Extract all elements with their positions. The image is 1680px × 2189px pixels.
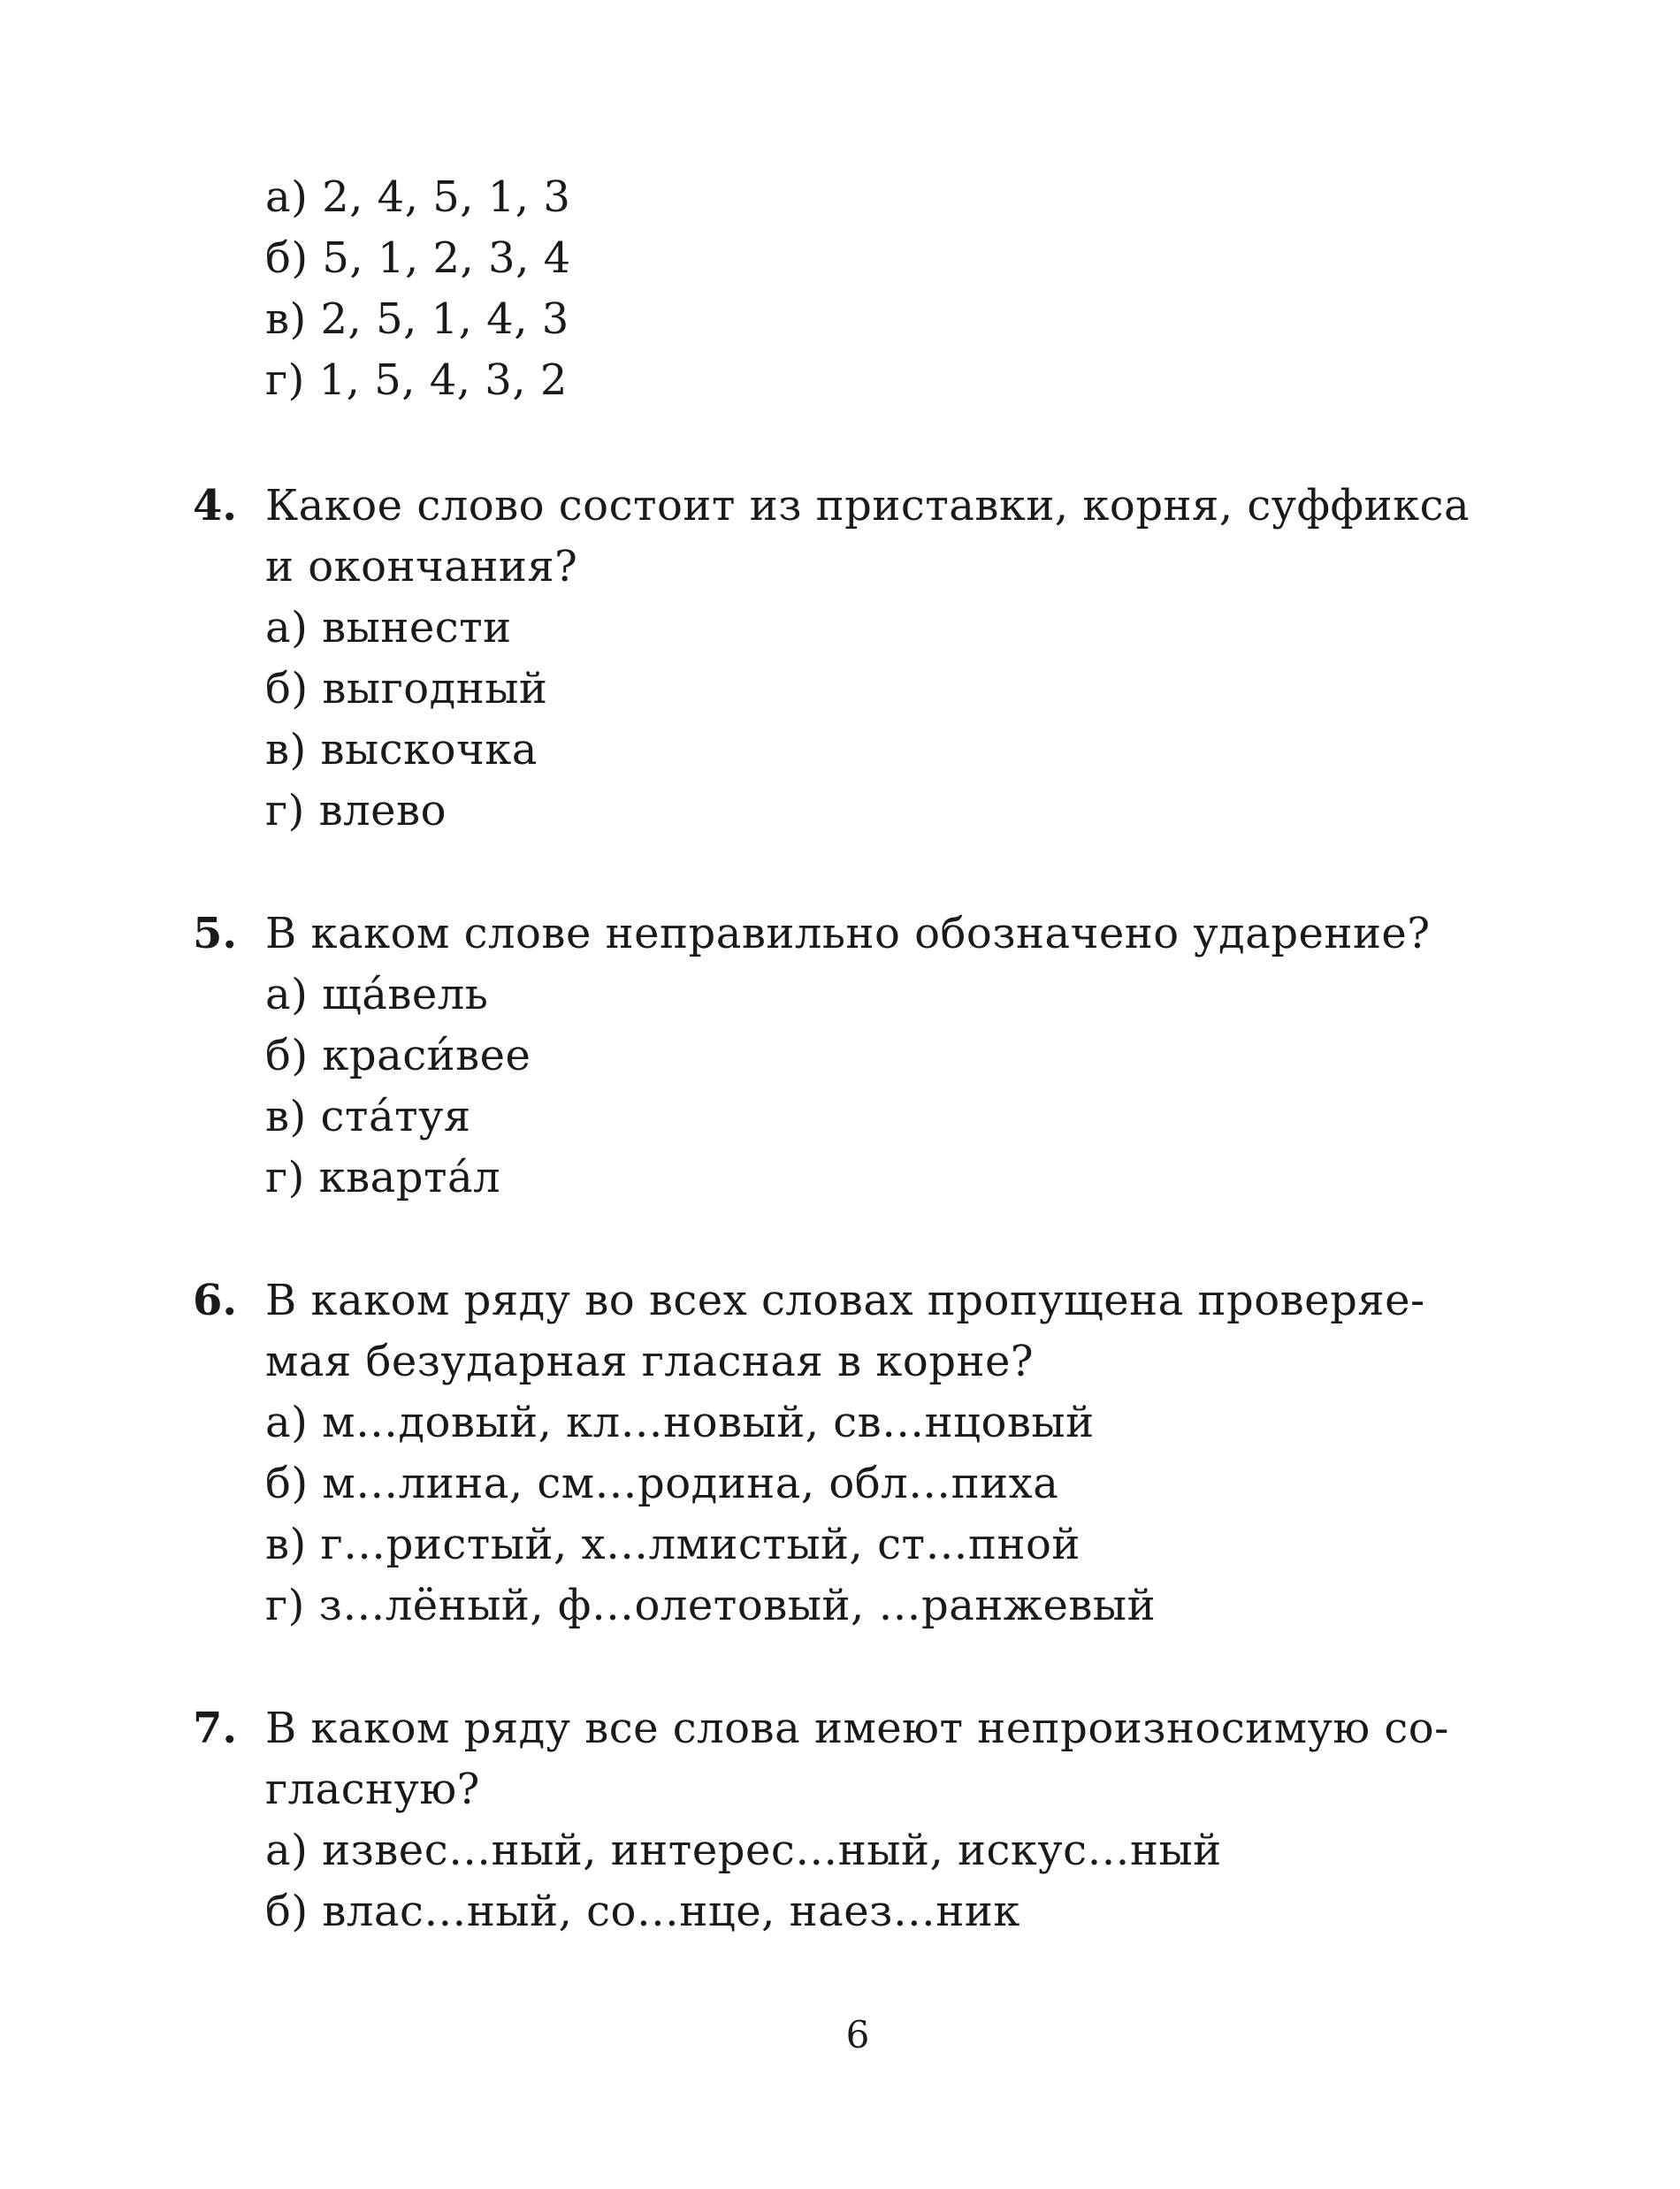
question-6-text-line-2: мая безударная гласная в корне?	[265, 1337, 1035, 1386]
question-6-option-c: в) г…ристый, х…лмистый, ст…пной	[265, 1520, 1081, 1569]
question-5-option-a: а) ща́вель	[265, 970, 489, 1019]
question-7-text-line-2: гласную?	[265, 1765, 480, 1814]
question-6-text-line-1: В каком ряду во всех словах пропущена проверяе-	[265, 1276, 1425, 1325]
question-5-number: 5.	[193, 909, 238, 958]
question-4-option-c: в) выскочка	[265, 725, 538, 774]
question-4-number: 4.	[193, 481, 238, 530]
prev-option-b: б) 5, 1, 2, 3, 4	[265, 233, 571, 283]
question-4-option-a: а) вынести	[265, 603, 512, 652]
question-6-option-a: а) м…довый, кл…новый, св…нцовый	[265, 1398, 1095, 1447]
question-4-option-b: б) выгодный	[265, 664, 548, 713]
question-7-number: 7.	[193, 1704, 238, 1753]
prev-option-c: в) 2, 5, 1, 4, 3	[265, 294, 569, 344]
prev-option-d: г) 1, 5, 4, 3, 2	[265, 355, 568, 405]
question-4-option-d: г) влево	[265, 786, 447, 835]
question-7-option-a: а) извес…ный, интерес…ный, искус…ный	[265, 1826, 1222, 1875]
question-6-number: 6.	[193, 1276, 238, 1325]
question-5-text-line-1: В каком слове неправильно обозначено ударение?	[265, 909, 1431, 958]
question-6-option-b: б) м…лина, см…родина, обл…пиха	[265, 1459, 1059, 1508]
question-6-option-d: г) з…лёный, ф…олетовый, …ранжевый	[265, 1581, 1157, 1630]
question-5-option-b: б) краси́вее	[265, 1031, 531, 1080]
question-5-option-c: в) ста́туя	[265, 1092, 471, 1141]
page-number: 6	[845, 2013, 870, 2056]
question-4-text-line-2: и окончания?	[265, 542, 578, 591]
question-7-text-line-1: В каком ряду все слова имеют непроизносимую со-	[265, 1704, 1449, 1753]
question-5-option-d: г) кварта́л	[265, 1153, 501, 1202]
question-4-text-line-1: Какое слово состоит из приставки, корня, суффикса	[265, 481, 1470, 530]
question-7-option-b: б) влас…ный, со…нце, наез…ник	[265, 1887, 1020, 1936]
prev-option-a: а) 2, 4, 5, 1, 3	[265, 172, 571, 222]
